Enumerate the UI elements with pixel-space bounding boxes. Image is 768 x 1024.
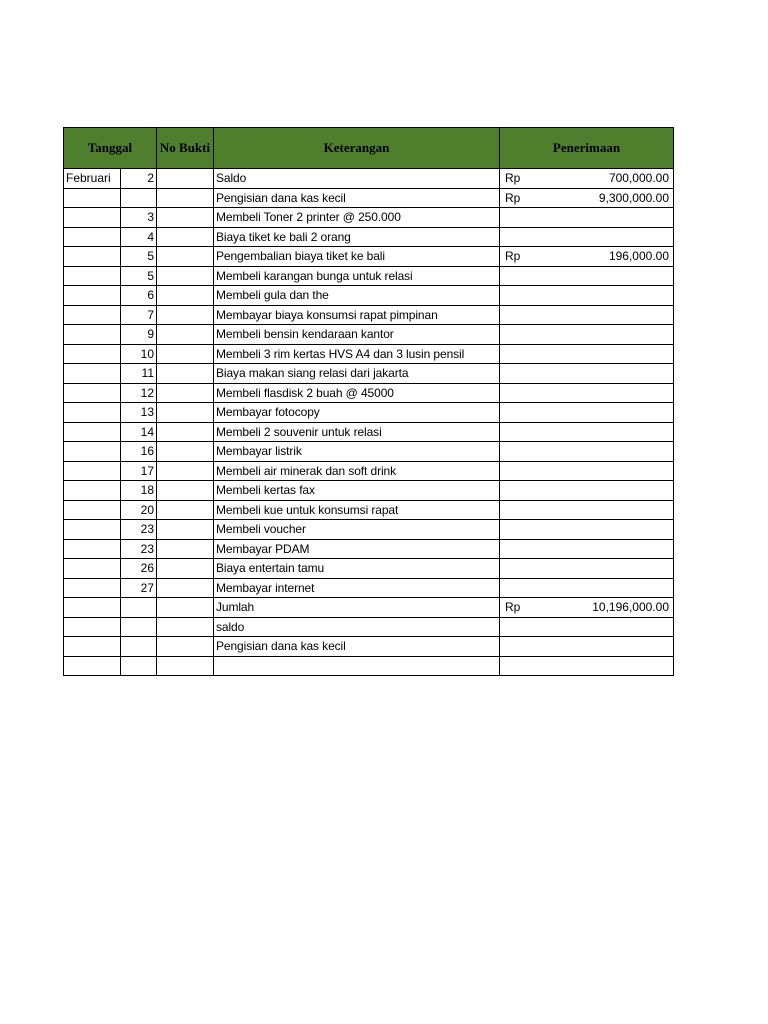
cell-month[interactable] bbox=[64, 461, 121, 481]
cell-no-bukti[interactable] bbox=[157, 617, 214, 637]
cash-ledger-table bbox=[63, 127, 674, 676]
cell-month[interactable] bbox=[64, 520, 121, 540]
table-row bbox=[64, 286, 674, 306]
cell-month[interactable] bbox=[64, 364, 121, 384]
cell-keterangan[interactable]: Membayar biaya konsumsi rapat pimpinan bbox=[214, 305, 500, 325]
cell-month[interactable] bbox=[64, 403, 121, 423]
cell-month[interactable] bbox=[64, 559, 121, 579]
currency-label: Rp bbox=[505, 171, 521, 186]
cell-penerimaan[interactable] bbox=[500, 208, 674, 228]
table-row bbox=[64, 364, 674, 384]
table-row bbox=[64, 227, 674, 247]
cell-no-bukti[interactable] bbox=[157, 500, 214, 520]
cell-keterangan[interactable]: Pengembalian biaya tiket ke bali bbox=[214, 247, 500, 267]
cell-no-bukti[interactable] bbox=[157, 481, 214, 501]
cell-day[interactable]: 12 bbox=[121, 383, 157, 403]
table-row bbox=[64, 422, 674, 442]
cell-penerimaan[interactable] bbox=[500, 227, 674, 247]
table-row bbox=[64, 383, 674, 403]
cell-keterangan[interactable]: Membeli flasdisk 2 buah @ 45000 bbox=[214, 383, 500, 403]
cell-keterangan[interactable]: Membayar fotocopy bbox=[214, 403, 500, 423]
cell-keterangan[interactable]: Membeli kue untuk konsumsi rapat bbox=[214, 500, 500, 520]
cell-month[interactable] bbox=[64, 247, 121, 267]
amount-value: 9,300,000.00 bbox=[598, 190, 669, 205]
amount-wrapper bbox=[502, 189, 671, 207]
cell-month[interactable] bbox=[64, 383, 121, 403]
amount-wrapper bbox=[502, 247, 671, 265]
cell-no-bukti[interactable] bbox=[157, 286, 214, 306]
table-row bbox=[64, 559, 674, 579]
amount-wrapper bbox=[502, 598, 671, 616]
cell-no-bukti[interactable] bbox=[157, 383, 214, 403]
cell-no-bukti[interactable] bbox=[157, 422, 214, 442]
cell-keterangan[interactable]: Membeli karangan bunga untuk relasi bbox=[214, 266, 500, 286]
cell-no-bukti[interactable] bbox=[157, 325, 214, 345]
cell-keterangan[interactable]: Biaya makan siang relasi dari jakarta bbox=[214, 364, 500, 384]
cell-month[interactable] bbox=[64, 325, 121, 345]
cell-no-bukti[interactable] bbox=[157, 403, 214, 423]
cell-day[interactable]: 3 bbox=[121, 208, 157, 228]
cell-month[interactable] bbox=[64, 598, 121, 618]
table-row bbox=[64, 266, 674, 286]
header-no-bukti: No Bukti bbox=[157, 128, 214, 169]
table-row bbox=[64, 169, 674, 189]
currency-label: Rp bbox=[505, 600, 521, 615]
cell-penerimaan[interactable] bbox=[500, 637, 674, 657]
cell-penerimaan[interactable] bbox=[500, 286, 674, 306]
cell-penerimaan[interactable] bbox=[500, 500, 674, 520]
cell-day[interactable] bbox=[121, 598, 157, 618]
cell-day[interactable]: 13 bbox=[121, 403, 157, 423]
cell-keterangan[interactable]: Membayar PDAM bbox=[214, 539, 500, 559]
cell-penerimaan[interactable] bbox=[500, 247, 674, 267]
cell-penerimaan[interactable] bbox=[500, 344, 674, 364]
cell-keterangan[interactable]: Jumlah bbox=[214, 598, 500, 618]
cell-no-bukti[interactable] bbox=[157, 344, 214, 364]
table-header bbox=[64, 128, 674, 169]
cell-keterangan[interactable]: Saldo bbox=[214, 169, 500, 189]
amount-value: 700,000.00 bbox=[608, 171, 669, 186]
cell-no-bukti[interactable] bbox=[157, 227, 214, 247]
header-row bbox=[64, 128, 674, 169]
table-row bbox=[64, 520, 674, 540]
table-row bbox=[64, 637, 674, 657]
cell-keterangan[interactable]: Membeli Toner 2 printer @ 250.000 bbox=[214, 208, 500, 228]
cell-penerimaan[interactable] bbox=[500, 422, 674, 442]
table-row bbox=[64, 188, 674, 208]
cell-day[interactable] bbox=[121, 656, 157, 676]
amount-value: 10,196,000.00 bbox=[592, 600, 669, 615]
cell-penerimaan[interactable] bbox=[500, 617, 674, 637]
cell-penerimaan[interactable] bbox=[500, 266, 674, 286]
cell-keterangan[interactable]: Membeli 2 souvenir untuk relasi bbox=[214, 422, 500, 442]
cell-day[interactable]: 11 bbox=[121, 364, 157, 384]
cell-penerimaan[interactable] bbox=[500, 403, 674, 423]
cell-no-bukti[interactable] bbox=[157, 656, 214, 676]
table-row bbox=[64, 247, 674, 267]
cell-penerimaan[interactable] bbox=[500, 169, 674, 189]
table-row bbox=[64, 305, 674, 325]
cell-month[interactable] bbox=[64, 188, 121, 208]
cell-no-bukti[interactable] bbox=[157, 247, 214, 267]
cell-day[interactable]: 9 bbox=[121, 325, 157, 345]
cell-keterangan[interactable]: Membeli air minerak dan soft drink bbox=[214, 461, 500, 481]
table-row bbox=[64, 403, 674, 423]
cell-no-bukti[interactable] bbox=[157, 598, 214, 618]
table-row bbox=[64, 539, 674, 559]
cell-day[interactable] bbox=[121, 188, 157, 208]
table-row bbox=[64, 656, 674, 676]
cell-keterangan[interactable]: Membayar internet bbox=[214, 578, 500, 598]
cell-keterangan[interactable]: Membeli gula dan the bbox=[214, 286, 500, 306]
cell-month[interactable] bbox=[64, 442, 121, 462]
cell-day[interactable]: 5 bbox=[121, 266, 157, 286]
cell-day[interactable] bbox=[121, 617, 157, 637]
cell-no-bukti[interactable] bbox=[157, 578, 214, 598]
cell-no-bukti[interactable] bbox=[157, 188, 214, 208]
table-row bbox=[64, 598, 674, 618]
amount-wrapper bbox=[502, 169, 671, 187]
table-row bbox=[64, 344, 674, 364]
cell-day[interactable]: 27 bbox=[121, 578, 157, 598]
cell-day[interactable]: 4 bbox=[121, 227, 157, 247]
cell-day[interactable]: 26 bbox=[121, 559, 157, 579]
cell-keterangan[interactable]: saldo bbox=[214, 617, 500, 637]
cell-penerimaan[interactable] bbox=[500, 539, 674, 559]
cell-no-bukti[interactable] bbox=[157, 520, 214, 540]
header-keterangan: Keterangan bbox=[214, 128, 500, 169]
cell-month[interactable] bbox=[64, 305, 121, 325]
cell-day[interactable]: 23 bbox=[121, 539, 157, 559]
cell-penerimaan[interactable] bbox=[500, 520, 674, 540]
table-row bbox=[64, 500, 674, 520]
cell-day[interactable]: 10 bbox=[121, 344, 157, 364]
cell-no-bukti[interactable] bbox=[157, 305, 214, 325]
cell-penerimaan[interactable] bbox=[500, 364, 674, 384]
table-row bbox=[64, 481, 674, 501]
table-row bbox=[64, 617, 674, 637]
cell-penerimaan[interactable] bbox=[500, 442, 674, 462]
table-row bbox=[64, 461, 674, 481]
cell-month[interactable] bbox=[64, 227, 121, 247]
cell-day[interactable]: 16 bbox=[121, 442, 157, 462]
cell-day[interactable] bbox=[121, 637, 157, 657]
cell-keterangan[interactable] bbox=[214, 656, 500, 676]
cell-day[interactable]: 5 bbox=[121, 247, 157, 267]
cell-month[interactable] bbox=[64, 637, 121, 657]
cell-penerimaan[interactable] bbox=[500, 383, 674, 403]
currency-label: Rp bbox=[505, 190, 521, 205]
cell-day[interactable]: 17 bbox=[121, 461, 157, 481]
header-tanggal: Tanggal bbox=[64, 128, 157, 169]
cell-day[interactable]: 18 bbox=[121, 481, 157, 501]
cell-penerimaan[interactable] bbox=[500, 461, 674, 481]
cell-month[interactable] bbox=[64, 344, 121, 364]
cell-penerimaan[interactable] bbox=[500, 559, 674, 579]
cell-keterangan[interactable]: Pengisian dana kas kecil bbox=[214, 188, 500, 208]
header-penerimaan: Penerimaan bbox=[500, 128, 674, 169]
cell-no-bukti[interactable] bbox=[157, 364, 214, 384]
table-body bbox=[64, 169, 674, 676]
cell-no-bukti[interactable] bbox=[157, 637, 214, 657]
cell-month[interactable] bbox=[64, 481, 121, 501]
cell-penerimaan[interactable] bbox=[500, 188, 674, 208]
currency-label: Rp bbox=[505, 249, 521, 264]
cell-keterangan[interactable]: Membayar listrik bbox=[214, 442, 500, 462]
cell-day[interactable]: 2 bbox=[121, 169, 157, 189]
table-row bbox=[64, 208, 674, 228]
cell-penerimaan[interactable] bbox=[500, 325, 674, 345]
table-row bbox=[64, 325, 674, 345]
cell-keterangan[interactable]: Membeli kertas fax bbox=[214, 481, 500, 501]
cell-penerimaan[interactable] bbox=[500, 578, 674, 598]
cell-no-bukti[interactable] bbox=[157, 559, 214, 579]
cell-month[interactable] bbox=[64, 208, 121, 228]
cell-penerimaan[interactable] bbox=[500, 656, 674, 676]
cell-penerimaan[interactable] bbox=[500, 481, 674, 501]
table-row bbox=[64, 442, 674, 462]
cell-keterangan[interactable]: Membeli voucher bbox=[214, 520, 500, 540]
cell-month[interactable] bbox=[64, 539, 121, 559]
cell-no-bukti[interactable] bbox=[157, 442, 214, 462]
table-row bbox=[64, 578, 674, 598]
cell-no-bukti[interactable] bbox=[157, 169, 214, 189]
cell-day[interactable]: 14 bbox=[121, 422, 157, 442]
cell-no-bukti[interactable] bbox=[157, 208, 214, 228]
cell-no-bukti[interactable] bbox=[157, 539, 214, 559]
cell-no-bukti[interactable] bbox=[157, 461, 214, 481]
cell-penerimaan[interactable] bbox=[500, 305, 674, 325]
cell-month[interactable] bbox=[64, 500, 121, 520]
cell-month[interactable]: Februari bbox=[64, 169, 121, 189]
cell-keterangan[interactable]: Biaya tiket ke bali 2 orang bbox=[214, 227, 500, 247]
cell-no-bukti[interactable] bbox=[157, 266, 214, 286]
cell-keterangan[interactable]: Biaya entertain tamu bbox=[214, 559, 500, 579]
cell-day[interactable]: 23 bbox=[121, 520, 157, 540]
cell-keterangan[interactable]: Membeli 3 rim kertas HVS A4 dan 3 lusin pensil bbox=[214, 344, 500, 364]
cell-penerimaan[interactable] bbox=[500, 598, 674, 618]
cell-day[interactable]: 20 bbox=[121, 500, 157, 520]
cell-day[interactable]: 7 bbox=[121, 305, 157, 325]
cell-month[interactable] bbox=[64, 656, 121, 676]
cell-month[interactable] bbox=[64, 578, 121, 598]
cell-keterangan[interactable]: Membeli bensin kendaraan kantor bbox=[214, 325, 500, 345]
cell-month[interactable] bbox=[64, 286, 121, 306]
cell-month[interactable] bbox=[64, 266, 121, 286]
cell-day[interactable]: 6 bbox=[121, 286, 157, 306]
cell-keterangan[interactable]: Pengisian dana kas kecil bbox=[214, 637, 500, 657]
cell-month[interactable] bbox=[64, 422, 121, 442]
amount-value: 196,000.00 bbox=[608, 249, 669, 264]
cell-month[interactable] bbox=[64, 617, 121, 637]
